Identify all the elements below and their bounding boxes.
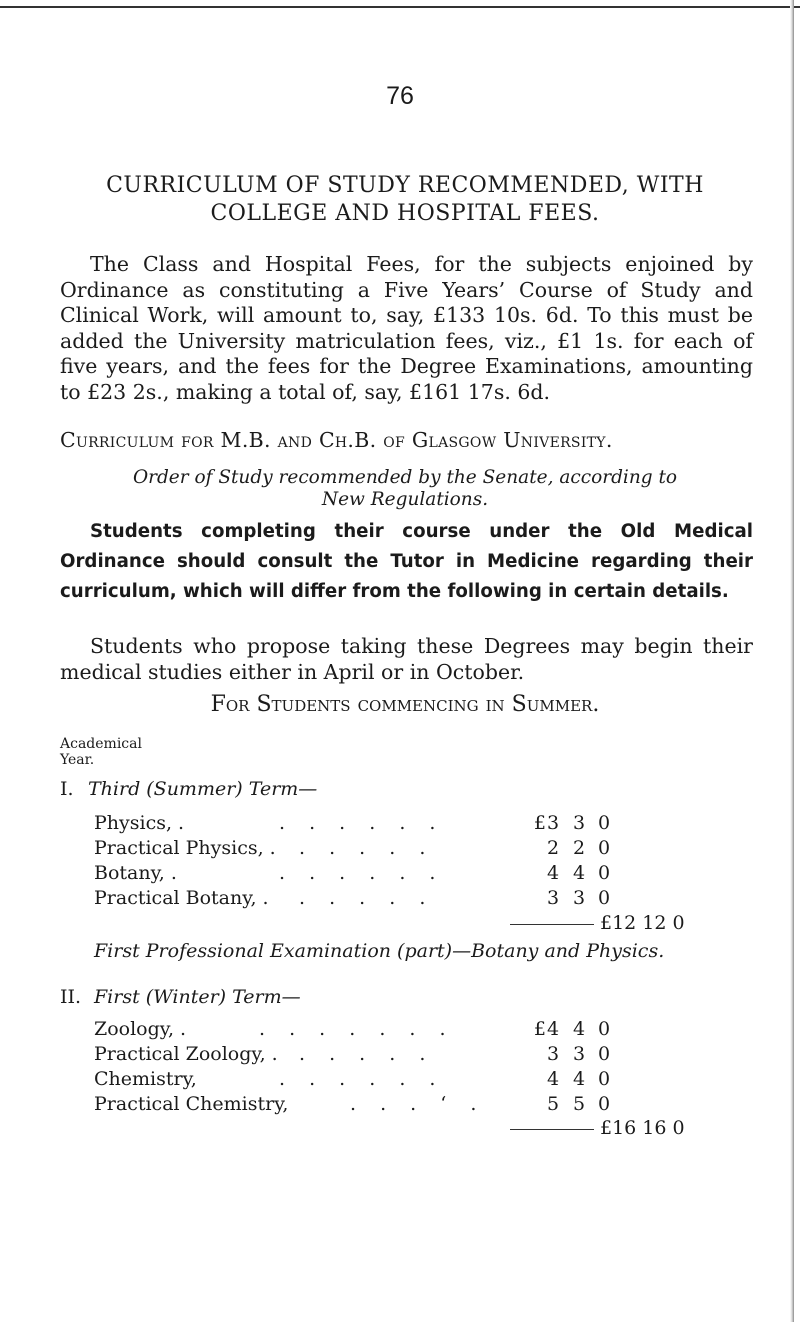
- fee-shillings: 4: [572, 1068, 586, 1090]
- leader-dots: . . . . .: [299, 837, 435, 859]
- term-heading-2: [60, 986, 301, 1008]
- fee-pence: 0: [597, 837, 611, 859]
- order-line-2: New Regulations.: [321, 489, 489, 510]
- fee-currency: £: [533, 812, 546, 834]
- academical-year-label: [60, 736, 142, 768]
- fee-pence: 0: [597, 1093, 611, 1115]
- leader-dots: . . . . .: [299, 1043, 435, 1065]
- fee-pence: 0: [597, 1068, 611, 1090]
- section-heading: For Students commencing in Summer.: [210, 692, 600, 717]
- fee-row: [94, 1068, 611, 1092]
- term-total: £16 16 0: [600, 1117, 685, 1139]
- fee-pounds: 4: [546, 862, 560, 884]
- fee-subject: Zoology, .: [94, 1018, 187, 1040]
- fee-pounds: 5: [546, 1093, 560, 1115]
- fee-shillings: 4: [572, 862, 586, 884]
- fee-subject: Practical Botany, .: [94, 887, 269, 909]
- fee-pence: 0: [597, 1043, 611, 1065]
- academical-label-line-1: Academical: [60, 736, 142, 752]
- leader-dots: . . . . . .: [279, 812, 445, 834]
- fee-pounds: 4: [546, 1068, 560, 1090]
- fee-shillings: 3: [572, 812, 586, 834]
- fee-shillings: 3: [572, 887, 586, 909]
- old-ordinance-note: [60, 517, 753, 607]
- fee-shillings: 2: [572, 837, 586, 859]
- fee-row: [94, 812, 611, 836]
- fee-currency: £: [533, 1018, 546, 1040]
- intro-paragraph-text: The Class and Hospital Fees, for the subjects enjoined by Ordinance as constituting a Five Years’ Course of Study and Clinical Work, will amount to, say, £133 10s. 6d. To this must be added the University matriculation fees, viz., £1 1s. for each of five years, and the fees for the Degree Examinations, amounting to £23 2s., making a total of, say, £161 17s. 6d.: [60, 252, 753, 404]
- begin-note: [60, 634, 753, 685]
- page-edge-shadow: [790, 0, 794, 1322]
- term-name: First (Winter) Term—: [94, 986, 301, 1008]
- fee-subject: Botany, .: [94, 862, 177, 884]
- fee-pounds: 3: [546, 1043, 560, 1065]
- fee-subject: Practical Zoology, .: [94, 1043, 278, 1065]
- fee-row: [94, 862, 611, 886]
- leader-dots: . . . ‘ .: [350, 1093, 486, 1115]
- subtotal-rule: [510, 1129, 594, 1130]
- fee-shillings: 5: [572, 1093, 586, 1115]
- fee-pence: 0: [597, 812, 611, 834]
- order-line-1: Order of Study recommended by the Senate, according to: [132, 467, 678, 488]
- term-numeral: II.: [60, 986, 82, 1008]
- academical-label-line-2: Year.: [60, 752, 95, 768]
- top-border-line: [0, 6, 800, 8]
- fee-pence: 0: [597, 887, 611, 909]
- document-title: [60, 172, 750, 228]
- leader-dots: . . . . . .: [279, 1068, 445, 1090]
- fee-row: [94, 887, 611, 911]
- term-heading-1: [60, 778, 317, 800]
- fee-row: [94, 1018, 611, 1042]
- fee-pence: 0: [597, 1018, 611, 1040]
- leader-dots: . . . . . .: [279, 862, 445, 884]
- curriculum-heading: Curriculum for M.B. and Ch.B. of Glasgow University.: [60, 428, 613, 452]
- old-ordinance-note-text: Students completing their course under the Old Medical Ordinance should consult the Tutor in Medicine regarding their curriculum, which will differ from the following in certain details.: [60, 521, 753, 602]
- page-number: 76: [386, 82, 414, 110]
- fee-subject: Practical Chemistry,: [94, 1093, 289, 1115]
- fee-row: [94, 1093, 611, 1117]
- fee-pounds: 3: [546, 812, 560, 834]
- fee-row: [94, 837, 611, 861]
- title-line-2: COLLEGE AND HOSPITAL FEES.: [210, 201, 600, 226]
- intro-paragraph: [60, 252, 753, 405]
- fee-subject: Chemistry,: [94, 1068, 197, 1090]
- begin-note-text: Students who propose taking these Degrees may begin their medical studies either in April or in October.: [60, 634, 753, 684]
- fee-row: [94, 1043, 611, 1067]
- fee-subject: Physics, .: [94, 812, 185, 834]
- title-line-1: CURRICULUM OF STUDY RECOMMENDED, WITH: [106, 173, 704, 198]
- fee-shillings: 4: [572, 1018, 586, 1040]
- fee-pence: 0: [597, 862, 611, 884]
- order-of-study: [60, 467, 750, 511]
- fee-subject: Practical Physics, .: [94, 837, 276, 859]
- term-numeral: I.: [60, 778, 74, 800]
- fee-pounds: 2: [546, 837, 560, 859]
- term-name: Third (Summer) Term—: [88, 778, 318, 800]
- subtotal-rule: [510, 924, 594, 925]
- fee-pounds: 4: [546, 1018, 560, 1040]
- term-total: £12 12 0: [600, 912, 685, 934]
- leader-dots: . . . . . . .: [259, 1018, 455, 1040]
- fee-shillings: 3: [572, 1043, 586, 1065]
- examination-note: First Professional Examination (part)—Botany and Physics.: [94, 940, 665, 962]
- fee-pounds: 3: [546, 887, 560, 909]
- leader-dots: . . . . .: [299, 887, 435, 909]
